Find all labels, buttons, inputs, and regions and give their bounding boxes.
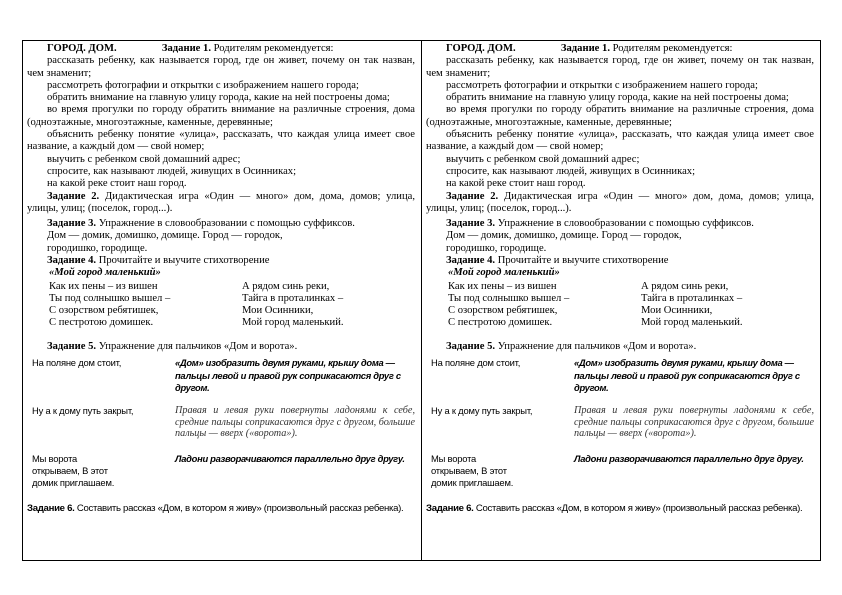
task1-item: спросите, как называют людей, живущих в Осинниках; <box>446 165 696 177</box>
task1-item: выучить с ребенком свой домашний адрес; <box>47 153 241 165</box>
exercise-row <box>27 357 415 405</box>
task6-label: Задание 6. <box>27 502 75 514</box>
task1-item: выучить с ребенком свой домашний адрес; <box>446 153 640 165</box>
task2-label: Задание 2. <box>47 190 100 202</box>
task5 <box>27 341 415 353</box>
exercise-verse: Мы ворота открываем, В этот домик приглашаем. <box>32 452 115 488</box>
exercise-row <box>426 453 814 501</box>
exercise-verse: На поляне дом стоит, <box>32 356 122 368</box>
task1-label: Задание 1. <box>161 43 211 54</box>
exercise-row <box>426 405 814 453</box>
poem-line: Ты под солнышко вышел – <box>448 292 570 304</box>
exercise-verse: Ну а к дому путь закрыт, <box>32 404 134 416</box>
task3 <box>426 218 814 230</box>
poem-line: Мои Осинники, <box>641 304 713 316</box>
exercise-verse: На поляне дом стоит, <box>431 356 521 368</box>
topic-title: ГОРОД. ДОМ. <box>446 43 516 54</box>
exercise-action: Ладони разворачиваются параллельно друг другу. <box>175 452 405 464</box>
task3 <box>27 218 415 230</box>
task3-line3: городишко, городище. <box>47 242 148 254</box>
poem-line: С озорством ребятишек, <box>448 304 558 316</box>
task3-line2: Дом — домик, домишко, домище. Город — городок, <box>446 230 682 242</box>
exercise-action: «Дом» изобразить двумя руками, крышу дома — пальцы левой и правой рук соприкасаются друг с другом. <box>175 356 401 394</box>
task5-text: Упражнение для пальчиков «Дом и ворота». <box>98 340 298 352</box>
task3-line2: Дом — домик, домишко, домище. Город — городок, <box>47 230 283 242</box>
task1-item: во время прогулки по городу обратить внимание на различные строения, дома (одноэтажные, многоэтажные, каменные, деревянные; <box>426 104 814 128</box>
task1-item: обратить внимание на главную улицу города, какие на ней построены дома; <box>47 92 390 104</box>
column-divider <box>421 40 422 561</box>
poem-right <box>641 281 743 329</box>
exercise-action: «Дом» изобразить двумя руками, крышу дома — пальцы левой и правой рук соприкасаются друг с другом. <box>574 356 800 394</box>
poem-line: Как их пены – из вишен <box>448 280 557 292</box>
task2-text: Дидактическая игра «Один — много» дом, дома, домов; улица, улицы, улиц; (поселок, город...). <box>426 190 814 214</box>
task6-text: Составить рассказ «Дом, в котором я живу» (произвольный рассказ ребенка). <box>475 502 803 514</box>
poem-line: А рядом синь реки, <box>242 280 330 292</box>
task1-item: спросите, как называют людей, живущих в Осинниках; <box>47 165 297 177</box>
task1-text: Родителям рекомендуется: <box>612 43 733 54</box>
task1-label: Задание 1. <box>560 43 610 54</box>
poem-title: «Мой город маленький» <box>448 267 560 279</box>
task1-item: рассмотреть фотографии и открытки с изображением нашего города; <box>47 79 359 91</box>
task3-line3: городишко, городище. <box>446 242 547 254</box>
task5-label: Задание 5. <box>47 340 97 352</box>
task3-label: Задание 3. <box>446 218 496 230</box>
task6-label: Задание 6. <box>426 502 474 514</box>
task1-item: обратить внимание на главную улицу города, какие на ней построены дома; <box>446 92 789 104</box>
poem-line: А рядом синь реки, <box>641 280 729 292</box>
left-column <box>27 43 415 559</box>
task3-text: Упражнение в словообразовании с помощью суффиксов. <box>98 218 355 230</box>
task4-text: Прочитайте и выучите стихотворение <box>98 255 270 267</box>
poem-left <box>448 281 569 329</box>
exercise-action: Ладони разворачиваются параллельно друг другу. <box>574 452 804 464</box>
task4-label: Задание 4. <box>446 255 496 267</box>
task4 <box>426 255 814 267</box>
exercise-row <box>27 453 415 501</box>
exercise-row <box>27 405 415 453</box>
heading-line <box>27 43 415 55</box>
task6-text: Составить рассказ «Дом, в котором я живу» (произвольный рассказ ребенка). <box>76 502 404 514</box>
task1-item: рассказать ребенку, как называется город, где он живет, почему он так назван, чем знаменит; <box>426 55 814 79</box>
task1-item: объяснить ребенку понятие «улица», рассказать, что каждая улица имеет свое название, а каждый дом — свой номер; <box>426 129 814 153</box>
poem-line: С пестротою домишек. <box>448 316 553 328</box>
task4-label: Задание 4. <box>47 255 97 267</box>
task6 <box>426 503 814 516</box>
task5-label: Задание 5. <box>446 340 496 352</box>
poem-left <box>49 281 170 329</box>
task2-label: Задание 2. <box>446 190 499 202</box>
task3-text: Упражнение в словообразовании с помощью суффиксов. <box>497 218 754 230</box>
task5 <box>426 341 814 353</box>
poem-line: С пестротою домишек. <box>49 316 154 328</box>
task1-item: на какой реке стоит наш город. <box>47 178 187 190</box>
exercise-action: Правая и левая руки повернуты ладонями к себе, средние пальцы соприкасаются друг с другом, большие пальцы — вверх («ворота»). <box>175 404 415 440</box>
task6 <box>27 503 415 516</box>
task1-item: во время прогулки по городу обратить внимание на различные строения, дома (одноэтажные, многоэтажные, каменные, деревянные; <box>27 104 415 128</box>
task1-text: Родителям рекомендуется: <box>213 43 334 54</box>
poem-line: Мой город маленький. <box>641 316 743 328</box>
heading-line <box>426 43 814 55</box>
poem-line: Мои Осинники, <box>242 304 314 316</box>
task1-item: объяснить ребенку понятие «улица», рассказать, что каждая улица имеет свое название, а каждый дом — свой номер; <box>27 129 415 153</box>
exercise-verse: Ну а к дому путь закрыт, <box>431 404 533 416</box>
poem <box>27 281 415 329</box>
poem-line: Ты под солнышко вышел – <box>49 292 171 304</box>
task3-label: Задание 3. <box>47 218 97 230</box>
exercise-row <box>426 357 814 405</box>
poem-line: Тайга в проталинках – <box>242 292 344 304</box>
poem-line: Как их пены – из вишен <box>49 280 158 292</box>
task2-text: Дидактическая игра «Один — много» дом, дома, домов; улица, улицы, улиц; (поселок, город...). <box>27 190 415 214</box>
task1-item: рассмотреть фотографии и открытки с изображением нашего города; <box>446 79 758 91</box>
poem-title: «Мой город маленький» <box>49 267 161 279</box>
topic-title: ГОРОД. ДОМ. <box>47 43 117 54</box>
poem-line: С озорством ребятишек, <box>49 304 159 316</box>
poem-line: Тайга в проталинках – <box>641 292 743 304</box>
poem-line: Мой город маленький. <box>242 316 344 328</box>
task2 <box>426 191 814 216</box>
task5-text: Упражнение для пальчиков «Дом и ворота». <box>497 340 697 352</box>
poem <box>426 281 814 329</box>
exercise-action: Правая и левая руки повернуты ладонями к себе, средние пальцы соприкасаются друг с другом, большие пальцы — вверх («ворота»). <box>574 404 814 440</box>
exercise-verse: Мы ворота открываем, В этот домик приглашаем. <box>431 452 514 488</box>
poem-right <box>242 281 344 329</box>
right-column <box>426 43 814 559</box>
task4 <box>27 255 415 267</box>
task4-text: Прочитайте и выучите стихотворение <box>497 255 669 267</box>
task2 <box>27 191 415 216</box>
task1-item: на какой реке стоит наш город. <box>446 178 586 190</box>
task1-item: рассказать ребенку, как называется город, где он живет, почему он так назван, чем знаменит; <box>27 55 415 79</box>
